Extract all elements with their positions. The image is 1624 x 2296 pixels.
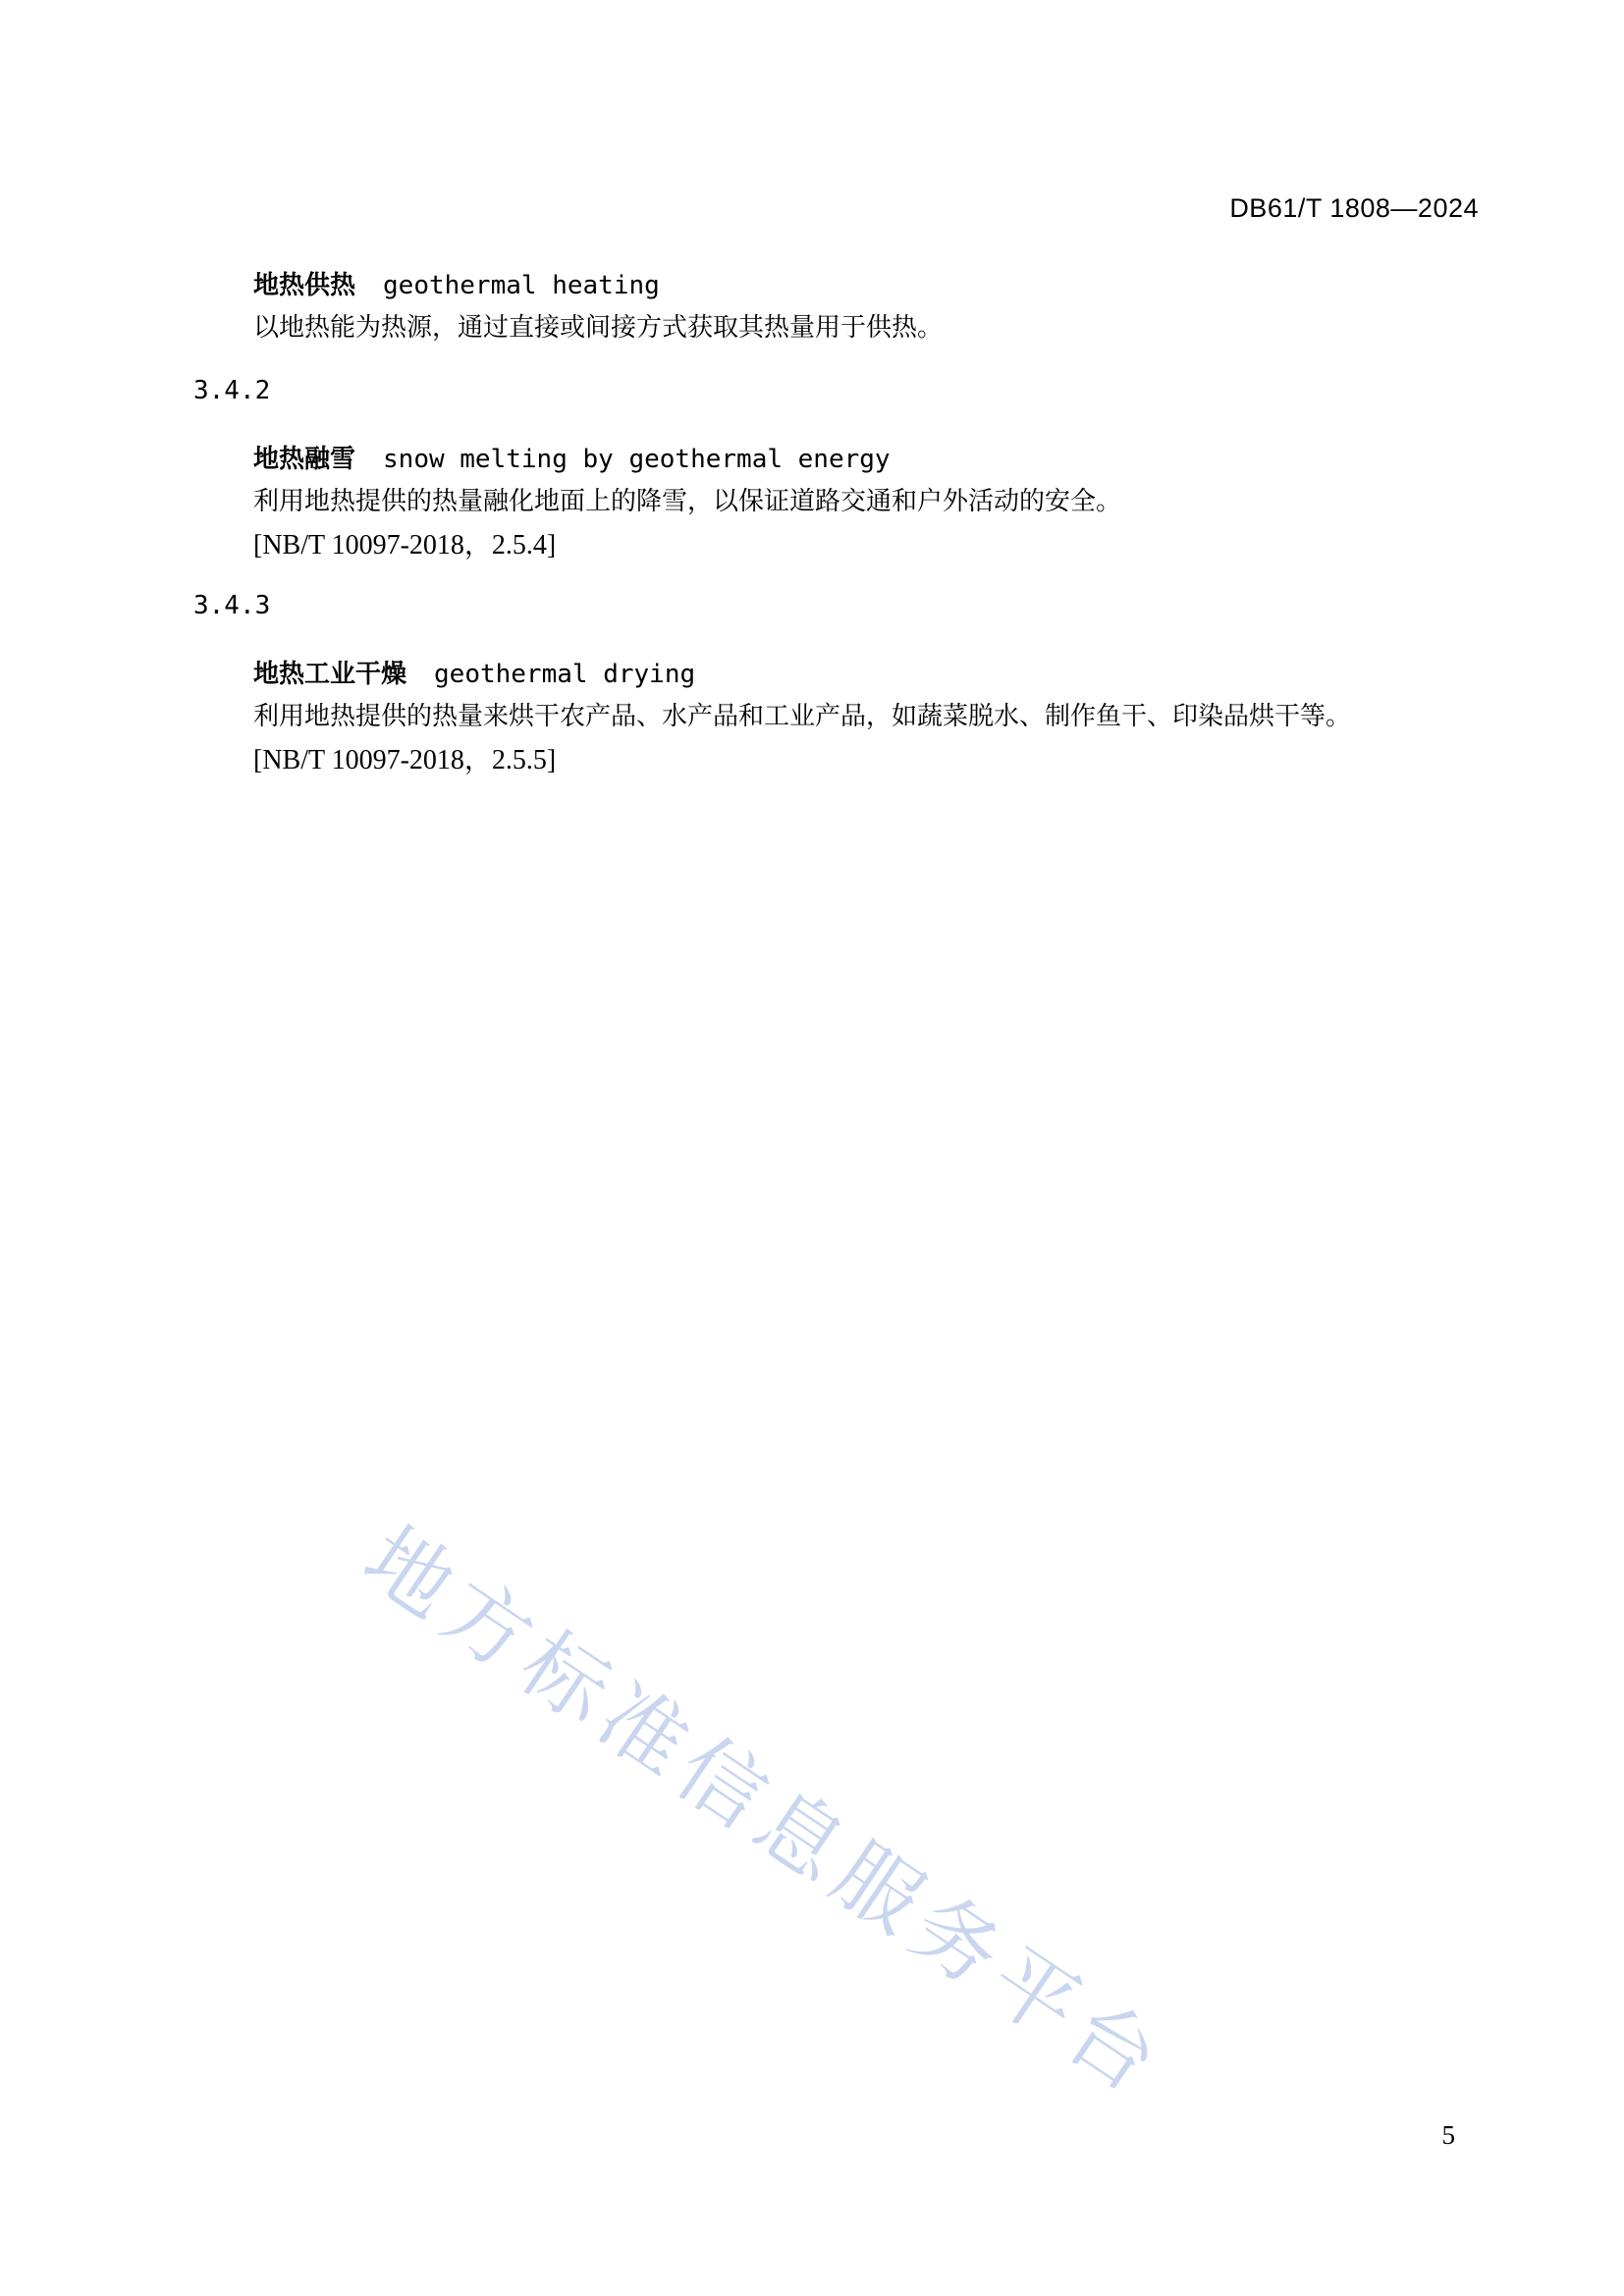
- clause-number: 3.4.3: [193, 591, 271, 620]
- term-en: geothermal heating: [383, 271, 660, 300]
- term-zh: 地热供热: [253, 271, 356, 300]
- term-definition: 利用地热提供的热量来烘干农产品、水产品和工业产品，如蔬菜脱水、制作鱼干、印染品烘干等。: [253, 702, 1352, 731]
- term-title-geothermal-drying: [253, 654, 695, 690]
- term-reference: [NB/T 10097-2018，2.5.4]: [253, 530, 557, 561]
- term-zh: 地热融雪: [253, 445, 356, 474]
- term-definition: 以地热能为热源，通过直接或间接方式获取其热量用于供热。: [253, 313, 944, 343]
- standard-code: DB61/T 1808—2024: [1229, 193, 1479, 223]
- watermark: 地方标准信息服务平台: [346, 1508, 1183, 2117]
- page-number: 5: [1441, 2120, 1455, 2150]
- term-en: geothermal drying: [434, 660, 696, 689]
- term-definition: 利用地热提供的热量融化地面上的降雪，以保证道路交通和户外活动的安全。: [253, 487, 1122, 516]
- term-title-geothermal-heating: [253, 265, 660, 301]
- term-zh: 地热工业干燥: [253, 660, 407, 689]
- term-en: snow melting by geothermal energy: [383, 445, 891, 474]
- term-title-snow-melting: [253, 439, 891, 475]
- term-reference: [NB/T 10097-2018，2.5.5]: [253, 745, 557, 775]
- clause-number: 3.4.2: [193, 376, 271, 405]
